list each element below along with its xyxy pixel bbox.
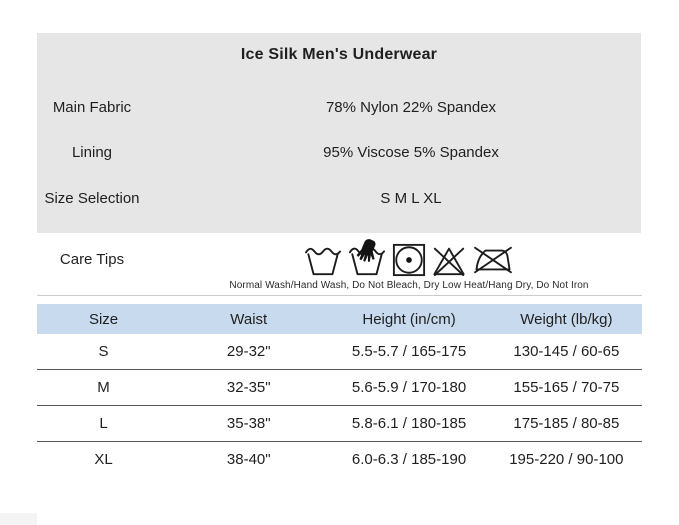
cell-size: M [97,379,110,396]
table-header-row [37,304,642,334]
size-chart-table [37,304,642,477]
cell-weight: 130-145 / 60-65 [513,343,620,360]
table-row-xl [37,442,642,477]
care-instructions-text: Normal Wash/Hand Wash, Do Not Bleach, Dry Low Heat/Hang Dry, Do Not Iron [229,280,589,291]
spec-row-main-fabric [37,98,641,118]
cell-size: L [99,415,108,432]
do-not-iron-icon [472,243,514,277]
spec-value: 95% Viscose 5% Spandex [323,144,499,161]
table-row-m [37,370,642,406]
column-header-height: Height (in/cm) [362,310,456,328]
column-header-waist: Waist [230,310,268,328]
cell-size: S [98,343,109,360]
table-row-l [37,406,642,442]
care-tips-content [147,233,641,291]
tumble-dry-low-heat-icon [392,243,426,277]
hand-wash-icon [347,239,387,277]
spec-label: Main Fabric [52,99,132,116]
spec-value: S M L XL [380,190,442,207]
normal-wash-icon [304,243,342,277]
cell-waist: 32-35" [226,379,271,396]
care-tips-section [37,233,641,291]
cell-height: 5.6-5.9 / 170-180 [351,379,467,396]
cell-height: 5.5-5.7 / 165-175 [351,343,467,360]
column-header-size: Size [88,310,119,328]
corner-artifact [0,513,37,525]
product-title: Ice Silk Men's Underwear [240,46,438,63]
cell-waist: 35-38" [226,415,271,432]
divider-line [37,295,642,296]
cell-weight: 155-165 / 70-75 [513,379,620,396]
product-summary-panel [37,33,641,233]
cell-height: 6.0-6.3 / 185-190 [351,451,467,468]
cell-height: 5.8-6.1 / 180-185 [351,415,467,432]
spec-label: Lining [71,144,113,161]
cell-weight: 175-185 / 80-85 [513,415,620,432]
spec-value: 78% Nylon 22% Spandex [325,99,497,116]
table-row-s [37,334,642,370]
care-tips-label: Care Tips [59,251,125,268]
cell-waist: 38-40" [226,451,271,468]
cell-waist: 29-32" [226,343,271,360]
column-header-weight: Weight (lb/kg) [520,310,613,328]
cell-size: XL [94,451,113,468]
cell-weight: 195-220 / 90-100 [509,451,624,468]
spec-row-size-selection [37,189,641,209]
do-not-bleach-icon [431,243,467,277]
spec-row-lining [37,143,641,163]
spec-label: Size Selection [44,190,140,207]
laundry-icons-row [177,239,641,277]
